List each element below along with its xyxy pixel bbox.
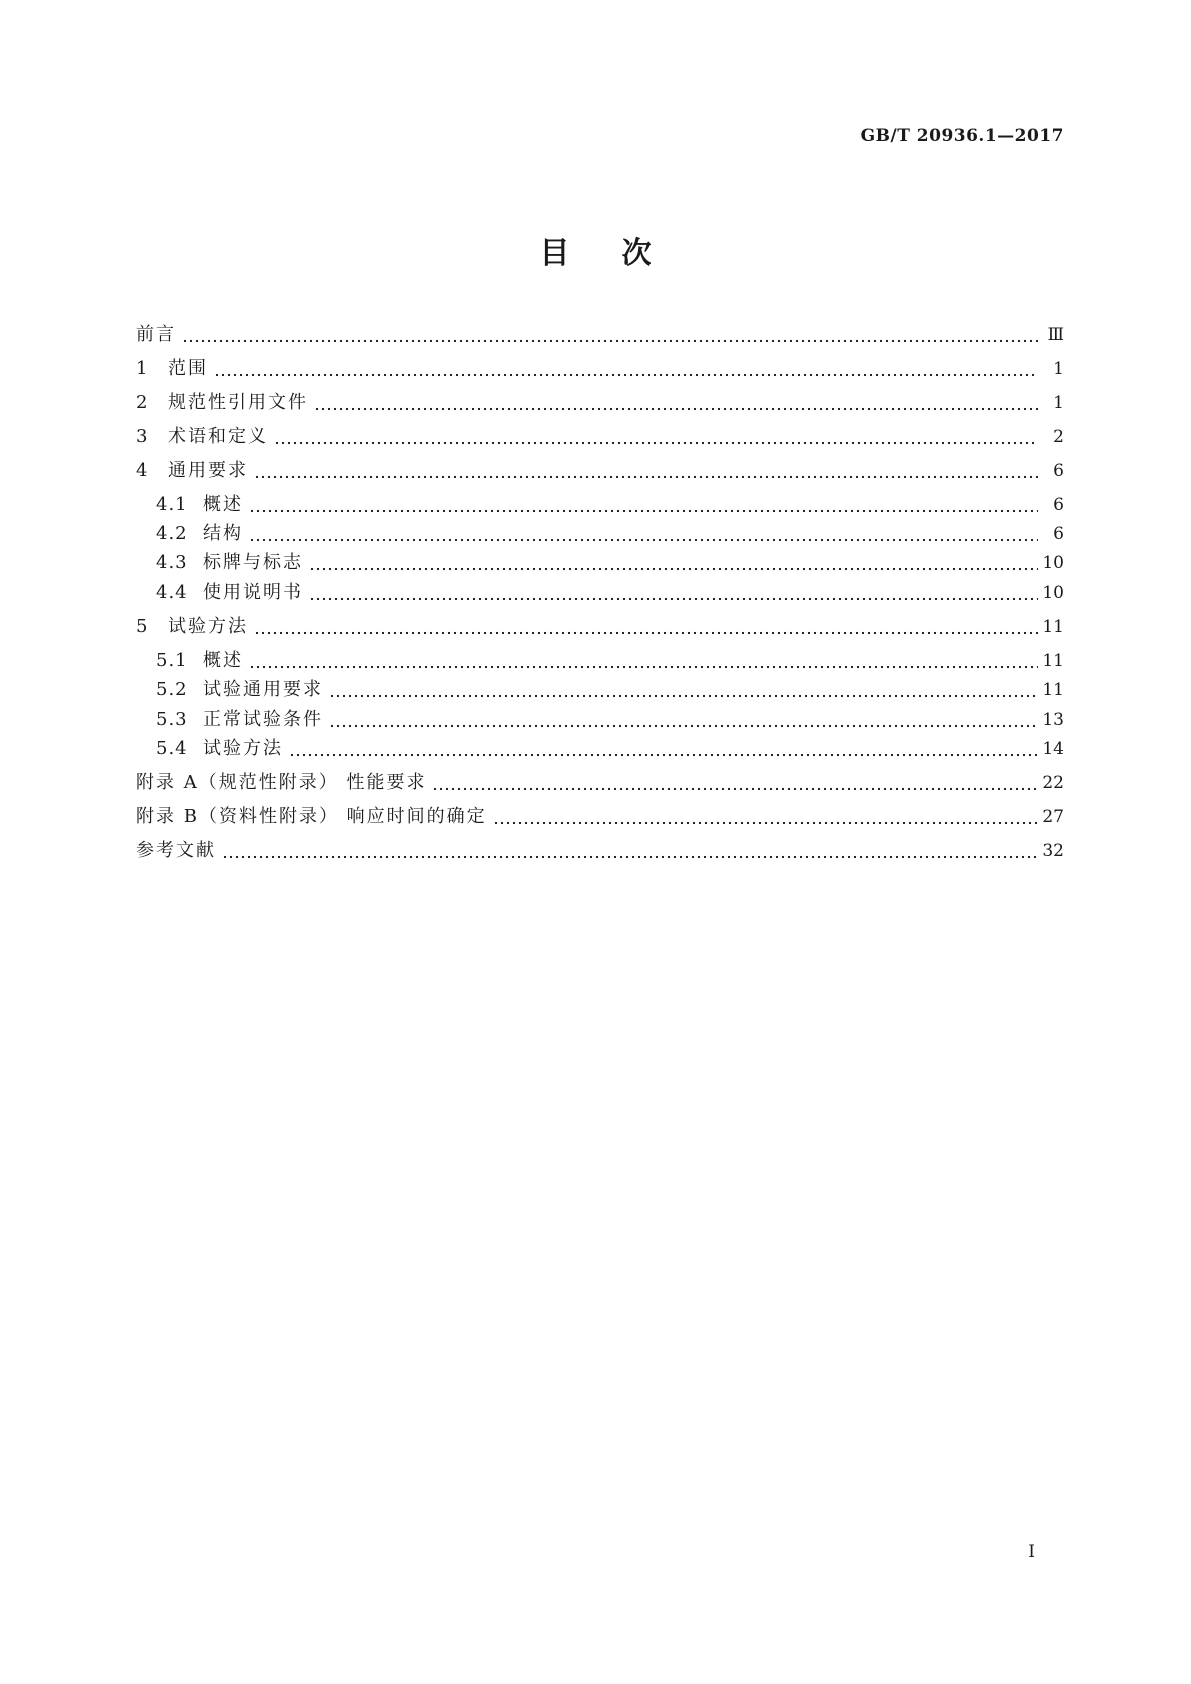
dot-leader — [309, 581, 1038, 605]
toc-entry-number: 5.4 — [156, 738, 188, 759]
toc-entry-annex-a[interactable] — [136, 771, 1064, 795]
toc-entry-page: Ⅲ — [1047, 325, 1064, 345]
toc-entry-page: 10 — [1042, 553, 1064, 573]
toc-title: 目次 — [539, 236, 704, 271]
toc-entry-5-4[interactable] — [156, 737, 1064, 761]
dot-leader — [309, 551, 1038, 575]
toc-entry-number: 5.2 — [156, 679, 188, 700]
dot-leader — [329, 678, 1038, 702]
toc-entry-number: 4.2 — [156, 523, 188, 544]
dot-leader — [249, 649, 1038, 673]
dot-leader — [314, 391, 1038, 415]
toc-entry-page: 13 — [1042, 710, 1064, 730]
toc-entry-title: 参考文献 — [136, 840, 216, 861]
toc-entry-bibliography[interactable] — [136, 839, 1064, 863]
toc-entry-title: 正常试验条件 — [203, 709, 323, 730]
dot-leader — [289, 737, 1038, 761]
toc-entry-page: 10 — [1042, 583, 1064, 603]
toc-entry-1[interactable] — [136, 357, 1064, 381]
toc-entry-title: 试验通用要求 — [203, 679, 323, 700]
toc-entry-4-3[interactable] — [156, 551, 1064, 575]
dot-leader — [274, 425, 1038, 449]
toc-entry-title: 使用说明书 — [203, 582, 303, 603]
toc-entry-number: 1 — [136, 358, 149, 379]
toc-entry-title: 附录 A（规范性附录） 性能要求 — [136, 772, 427, 793]
dot-leader — [254, 459, 1038, 483]
toc-entry-page: 11 — [1042, 651, 1064, 671]
toc-entry-page: 14 — [1042, 739, 1064, 759]
toc-entry-annex-b[interactable] — [136, 805, 1064, 829]
toc-entry-title: 前言 — [136, 324, 176, 345]
toc-entry-page: 11 — [1042, 617, 1064, 637]
toc-entry-title: 结构 — [203, 523, 243, 544]
toc-entry-number: 5.3 — [156, 709, 188, 730]
toc-entry-5-3[interactable] — [156, 708, 1064, 732]
toc-entry-number: 4.3 — [156, 552, 188, 573]
toc-entry-title: 概述 — [203, 650, 243, 671]
toc-entry-4-4[interactable] — [156, 581, 1064, 605]
dot-leader — [254, 615, 1038, 639]
toc-entry-title: 通用要求 — [168, 460, 248, 481]
dot-leader — [222, 839, 1038, 863]
dot-leader — [329, 708, 1038, 732]
toc-entry-foreword[interactable] — [136, 323, 1064, 347]
dot-leader — [249, 522, 1038, 546]
toc-entry-title: 概述 — [203, 494, 243, 515]
toc-entry-page: 11 — [1042, 680, 1064, 700]
toc-entry-page: 27 — [1042, 807, 1064, 827]
toc-entry-number: 4.4 — [156, 582, 188, 603]
toc-entry-page: 6 — [1053, 524, 1064, 544]
toc-entry-5[interactable] — [136, 615, 1064, 639]
toc-entry-3[interactable] — [136, 425, 1064, 449]
standard-code: GB/T 20936.1—2017 — [860, 126, 1064, 146]
dot-leader — [432, 771, 1038, 795]
toc-entry-title: 术语和定义 — [168, 426, 268, 447]
dot-leader — [249, 493, 1038, 517]
toc-entry-number: 4.1 — [156, 494, 188, 515]
toc-entry-number: 3 — [136, 426, 149, 447]
toc-entry-4-2[interactable] — [156, 522, 1064, 546]
toc-entry-page: 2 — [1053, 427, 1064, 447]
toc-entry-title: 试验方法 — [168, 616, 248, 637]
toc-entry-5-2[interactable] — [156, 678, 1064, 702]
dot-leader — [182, 323, 1038, 347]
toc-entry-2[interactable] — [136, 391, 1064, 415]
page-number: I — [1028, 1542, 1035, 1562]
toc-entry-page: 1 — [1053, 393, 1064, 413]
toc-entry-number: 2 — [136, 392, 149, 413]
toc-entry-page: 32 — [1042, 841, 1064, 861]
toc-entry-title: 附录 B（资料性附录） 响应时间的确定 — [136, 806, 487, 827]
toc-entry-title: 标牌与标志 — [203, 552, 303, 573]
dot-leader — [214, 357, 1038, 381]
toc-entry-title: 范围 — [168, 358, 208, 379]
toc-entry-number: 5 — [136, 616, 149, 637]
dot-leader — [493, 805, 1038, 829]
toc-entry-page: 6 — [1053, 495, 1064, 515]
toc-entry-title: 试验方法 — [203, 738, 283, 759]
toc-entry-page: 6 — [1053, 461, 1064, 481]
toc-entry-4-1[interactable] — [156, 493, 1064, 517]
toc-entry-number: 4 — [136, 460, 149, 481]
toc-entry-page: 1 — [1053, 359, 1064, 379]
toc-entry-title: 规范性引用文件 — [168, 392, 308, 413]
toc-entry-5-1[interactable] — [156, 649, 1064, 673]
toc-entry-4[interactable] — [136, 459, 1064, 483]
toc-entry-page: 22 — [1042, 773, 1064, 793]
toc-entry-number: 5.1 — [156, 650, 188, 671]
